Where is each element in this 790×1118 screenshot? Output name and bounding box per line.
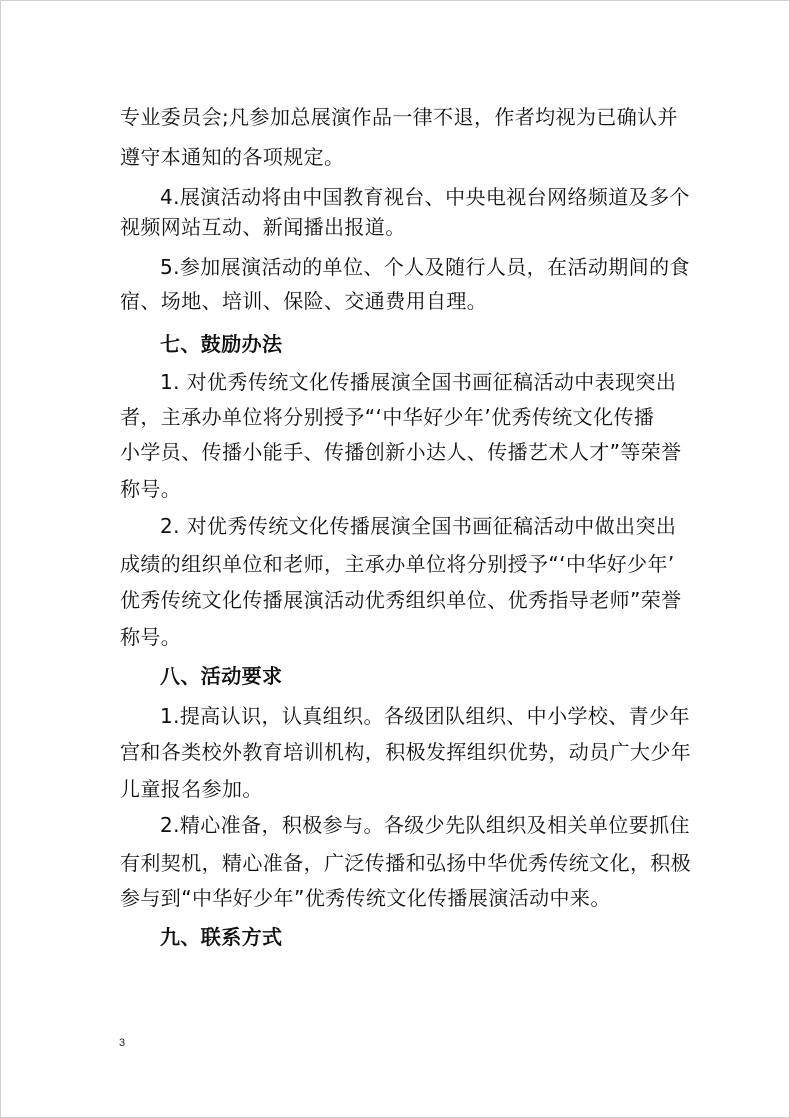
paragraph-line: 小学员、传播小能手、传播创新小达人、传播艺术人才”等荣誉	[120, 440, 682, 464]
paragraph-line: 有利契机，精心准备，广泛传播和弘扬中华优秀传统文化，积极	[120, 851, 692, 875]
paragraph-line: 2.精心准备，积极参与。各级少先队组织及相关单位要抓住	[160, 813, 690, 837]
paragraph-line: 称号。	[120, 625, 182, 649]
paragraph-line: 宿、场地、培训、保险、交通费用自理。	[120, 289, 488, 313]
paragraph-line: 儿童报名参加。	[120, 777, 263, 801]
paragraph-line: 4.展演活动将由中国教育视台、中央电视台网络频道及多个	[160, 185, 690, 209]
paragraph-line: 遵守本通知的各项规定。	[120, 145, 345, 169]
paragraph-line: 视频网站互动、新闻播出报道。	[120, 215, 406, 239]
section-heading: 七、鼓励办法	[160, 332, 283, 356]
paragraph-line: 称号。	[120, 477, 182, 501]
paragraph-line: 优秀传统文化传播展演活动优秀组织单位、优秀指导老师”荣誉	[120, 588, 682, 612]
paragraph-line: 2. 对优秀传统文化传播展演全国书画征稿活动中做出突出	[160, 514, 677, 538]
paragraph-line: 成绩的组织单位和老师，主承办单位将分别授予“‘中华好少年’	[120, 552, 675, 576]
section-heading: 八、活动要求	[160, 664, 283, 688]
page-number: 3	[119, 1037, 126, 1049]
paragraph-line: 者，主承办单位将分别授予“‘中华好少年’优秀传统文化传播	[120, 405, 655, 429]
paragraph-line: 5.参加展演活动的单位、个人及随行人员，在活动期间的食	[160, 255, 690, 279]
paragraph-line: 宫和各类校外教育培训机构，积极发挥组织优势，动员广大少年	[120, 740, 692, 764]
paragraph-line: 参与到“中华好少年”优秀传统文化传播展演活动中来。	[120, 886, 611, 910]
section-heading: 九、联系方式	[160, 925, 283, 949]
paragraph-line: 专业委员会;凡参加总展演作品一律不退，作者均视为已确认并	[120, 105, 678, 129]
paragraph-line: 1.提高认识，认真组织。各级团队组织、中小学校、青少年	[160, 704, 690, 728]
paragraph-line: 1. 对优秀传统文化传播展演全国书画征稿活动中表现突出	[160, 370, 677, 394]
